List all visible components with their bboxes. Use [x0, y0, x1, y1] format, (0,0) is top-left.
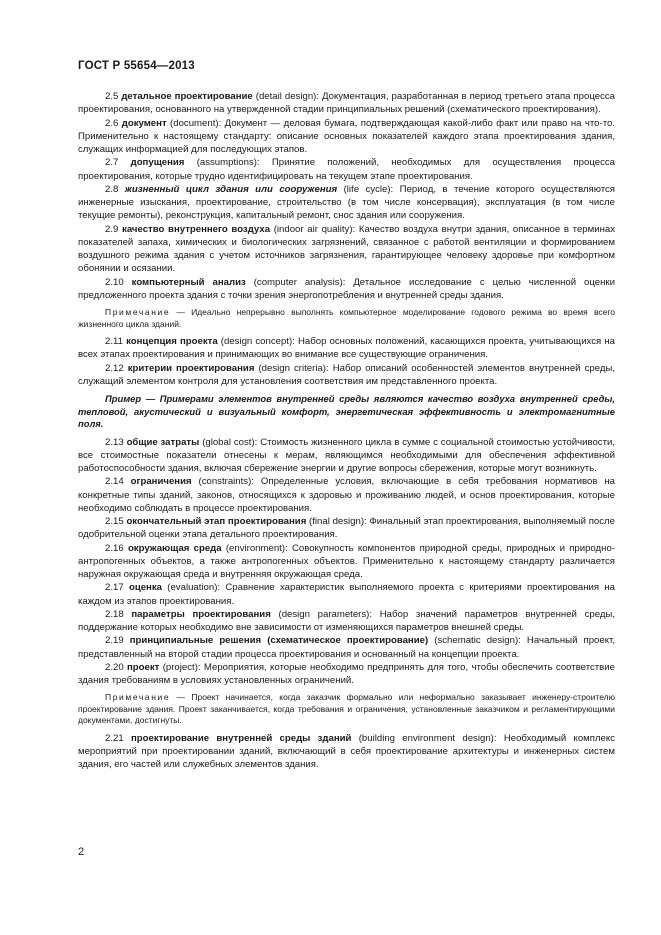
entry-number: 2.12 [105, 362, 124, 374]
entry-definition: Детальное исследование с целью численной оценки предложенного проекта здания с точки зрения энергопотребления и внутренней среды здания. [78, 276, 615, 301]
entry-number: 2.5 [105, 91, 119, 102]
term-entry [78, 90, 615, 117]
note-text: — Идеально непрерывно выполнять компьютерное моделирование годового режима во время всего жизненного цикла зданий. [78, 307, 615, 329]
note-text: — Проект начинается, когда заказчик формально или неформально заказывает инженеру-строителю проектирование здания. Проект заканчивается, когда требования и ограничения, установленные заказчиком и регламентирующими документами, достигнуты. [78, 692, 615, 726]
entry-english: (document): [170, 117, 222, 129]
entry-number: 2.6 [105, 117, 119, 129]
entry-number: 2.18 [105, 608, 124, 620]
entry-english: (detail design): [255, 91, 320, 102]
entries-block-2 [78, 335, 615, 388]
entry-definition: Сравнение характеристик выполняемого проекта с критериями проектирования на каждом из этапов проектирования. [78, 582, 615, 607]
entry-term: проект [127, 661, 160, 673]
entry-english: (environment): [225, 542, 288, 554]
entry-term: документ [121, 117, 167, 129]
entry-term: допущения [130, 157, 185, 169]
entry-number: 2.7 [105, 157, 119, 169]
term-entry [78, 732, 615, 772]
entry-definition: Качество воздуха внутри здания, описанное в терминах показателей запаха, химических и биологических загрязнений, связанное с работой вентиляции и формированием воздушного режима здания с учетом источников загрязнения, гарантирующее человеку здоровье при комфортном обонянии и осязании. [78, 223, 615, 275]
term-entry [78, 276, 615, 303]
entry-english: (assumptions): [196, 157, 260, 169]
document-body [78, 90, 615, 772]
entry-definition: Документация, разработанная в период третьего этапа процесса проектирования, основанного на утвержденной стадии принципиальных решений (схематического проектирования). [78, 91, 615, 116]
entry-english: (indoor air quality): [273, 223, 356, 235]
entry-term: общие затраты [126, 436, 200, 448]
entries-block-1 [78, 90, 615, 302]
term-entry [78, 436, 615, 476]
entry-definition: Принятие положений, необходимых для осуществления процесса проектирования, которые трудно идентифицировать на текущем этапе проектирования. [78, 157, 616, 182]
entry-number: 2.21 [105, 732, 124, 744]
entry-term: окончательный этап проектирования [126, 516, 307, 527]
entry-number: 2.9 [105, 223, 119, 235]
note [78, 307, 615, 330]
entry-english: (life cycle): [343, 183, 394, 195]
entry-term: компьютерный анализ [131, 276, 246, 288]
entry-number: 2.10 [105, 276, 124, 288]
entry-definition: Мероприятия, которые необходимо предпринять для того, чтобы обеспечить соответствие здания требованиям в условиях установленных ограничений. [78, 661, 615, 686]
entry-english: (constraints): [198, 476, 254, 488]
term-entry [78, 183, 615, 223]
entry-number: 2.15 [105, 516, 124, 527]
entry-number: 2.19 [105, 635, 124, 647]
page-number: 2 [78, 846, 85, 858]
term-entry [78, 515, 615, 542]
entry-term: концепция проекта [126, 336, 218, 347]
entry-term: оценка [128, 582, 162, 594]
document-header: ГОСТ Р 55654—2013 [78, 60, 195, 72]
note-label: Примечание [105, 692, 171, 703]
example: Пример — Примерами элементов внутренней среды являются качество воздуха внутренней среды, тепловой, акустический и визуальный комфорт, энергетическая эффективность и электромагнитные поля. [78, 393, 615, 429]
entries-block-4 [78, 732, 615, 772]
term-entry [78, 117, 615, 157]
entry-english: (computer analysis): [253, 276, 346, 288]
term-entry [78, 661, 615, 688]
entry-number: 2.11 [105, 336, 123, 347]
entry-number: 2.13 [105, 436, 124, 448]
term-entry [78, 542, 615, 582]
entry-english: (final design): [309, 516, 367, 527]
entry-term: детальное проектирование [121, 91, 253, 102]
term-entry [78, 608, 615, 635]
entry-definition: Финальный этап проектирования, выполняемый после одобрительной оценки этапа детального проектирования. [78, 516, 615, 541]
entry-english: (building environment design): [358, 732, 497, 744]
entry-definition: Набор основных положений, касающихся проекта, учитывающихся на всех этапах проектирования и принимающих во внимание все существующие ограничения. [78, 336, 615, 361]
entry-definition: Стоимость жизненного цикла в сумме с социальной стоимостью устойчивости, все стоимостные показатели отнесены к мерам, являющимся необходимыми для обеспечения эффективной работоспособности здания, включая сбережение энергии и другие вопросы сбережения, которые могут возникнуть. [78, 436, 615, 474]
entry-term: критерии проектирования [127, 362, 255, 374]
entry-number: 2.14 [105, 476, 124, 488]
entry-definition: Начальный проект, представленный на второй стадии процесса проектирования и основанный на концепции проекта. [78, 635, 616, 660]
entry-english: (project): [162, 661, 201, 673]
entry-english: (design parameters): [278, 608, 373, 620]
entry-definition: Период, в течение которого осуществляются инженерные изыскания, проектирование, строительство (в том числе консервация), эксплуатация (в том числе текущие ремонты), реконструкция, капитальный ремонт, снос здания или сооружения. [78, 183, 616, 222]
entry-number: 2.17 [105, 582, 124, 594]
note [78, 692, 615, 727]
entry-definition: Документ — деловая бумага, подтверждающая какой-либо факт или право на что-то. Применительно к настоящему стандарту: описание основных показателей каждого этапа проектирования здания, служащих информацией для последующих этапов. [78, 117, 615, 155]
entry-term: проектирование внутренней среды зданий [130, 732, 352, 744]
entry-definition: Необходимый комплекс мероприятий при проектировании зданий, включающий в себя проектирование архитектуры и инженерных систем здания, его частей или служебных элементов здания. [78, 732, 615, 771]
entry-term: качество внутреннего воздуха [122, 223, 271, 235]
entry-definition: Набор описаний особенностей элементов внутренней среды, служащий элементом контроля для установления соответствия им представленного проекта. [78, 362, 615, 387]
term-entry [78, 581, 615, 608]
entry-english: (schematic design): [434, 635, 521, 647]
term-entry [78, 156, 615, 183]
entry-definition: Набор значений параметров внутренней среды, поддержание которых необходимо вне зависимости от изменяющихся параметров внешней среды. [78, 608, 615, 633]
term-entry [78, 223, 615, 276]
entry-number: 2.20 [105, 661, 124, 673]
entry-english: (design criteria): [258, 362, 329, 374]
entries-block-3 [78, 436, 615, 688]
term-entry [78, 335, 615, 362]
entry-definition: Совокупность компонентов природной среды, природных и природно-антропогенных объектов, а также антропогенных объектов. Применительно к настоящему стандарту различается наружная окружающая среда и внутренняя окружающая среда. [78, 542, 615, 580]
entry-number: 2.8 [105, 183, 119, 195]
term-entry [78, 475, 615, 515]
entry-english: (design concept): [220, 336, 295, 347]
entry-english: (evaluation): [167, 582, 221, 594]
entry-definition: Определенные условия, включающие в себя требования нормативов на конкретные типы зданий, законов, относящихся к здоровью и проживанию людей, и основ проектирования, которые необходимо соблюдать в процессе проектирования. [78, 476, 615, 514]
term-entry [78, 362, 615, 389]
entry-term: жизненный цикл здания или сооружения [124, 183, 338, 195]
entry-term: параметры проектирования [131, 608, 271, 620]
note-label: Примечание [105, 307, 171, 317]
term-entry [78, 634, 615, 661]
entry-term: ограничения [130, 476, 192, 488]
entry-english: (global cost): [202, 436, 258, 448]
entry-term: окружающая среда [127, 542, 222, 554]
entry-number: 2.16 [105, 542, 124, 554]
entry-term: принципиальные решения (схематическое проектирование) [129, 635, 429, 647]
